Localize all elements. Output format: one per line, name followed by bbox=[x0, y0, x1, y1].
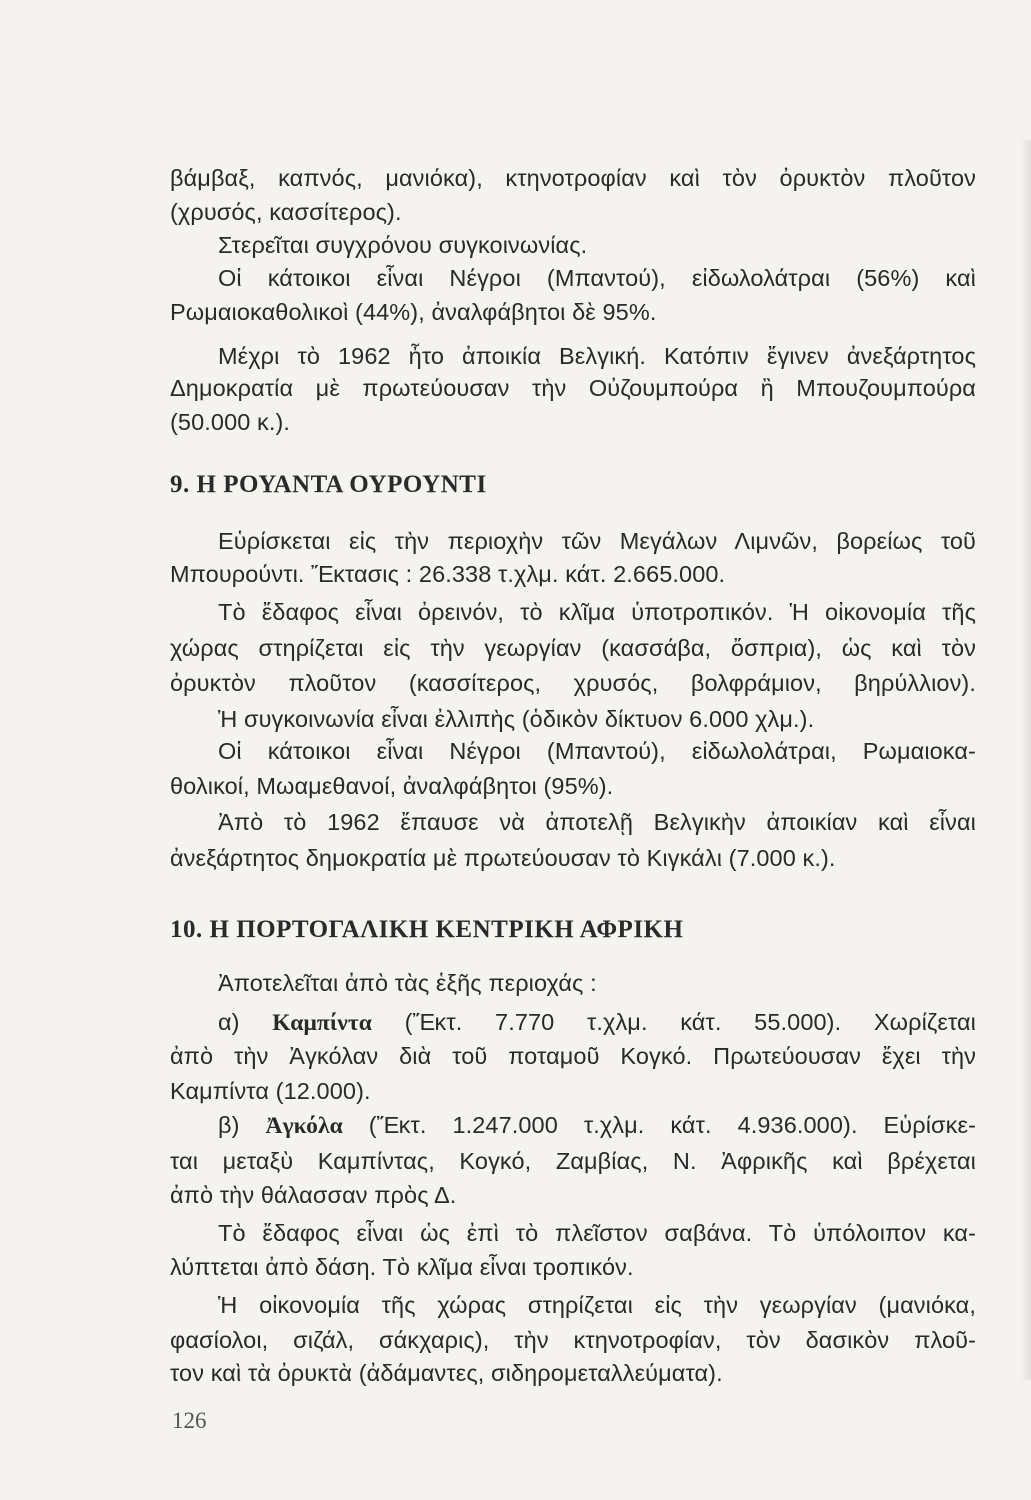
section-heading-10: 10. Η ΠΟΡΤΟΓΑΛΙΚΗ ΚΕΝΤΡΙΚΗ ΑΦΡΙΚΗ bbox=[170, 916, 684, 943]
text-line: ἀπὸ τὴν Ἀγκόλαν διὰ τοῦ ποταμοῦ Κογκό. Πρωτεύουσαν ἔχει τὴν bbox=[170, 1043, 976, 1069]
text-line: Ἡ συγκοινωνία εἶναι ἐλλιπὴς (ὁδικὸν δίκτυον 6.000 χλμ.). bbox=[218, 706, 815, 732]
region-name-kabinda: Καμπίντα bbox=[272, 1010, 372, 1036]
text-line: ἀνεξάρτητος δημοκρατία μὲ πρωτεύουσαν τὸ Κιγκάλι (7.000 κ.). bbox=[170, 845, 836, 871]
page-number: 126 bbox=[172, 1408, 207, 1433]
text-line: Οἱ κάτοικοι εἶναι Νέγροι (Μπαντού), εἰδωλολάτραι, Ρωμαιοκα- bbox=[218, 738, 976, 764]
text-line: Ἀπὸ τὸ 1962 ἔπαυσε νὰ ἀποτελῇ Βελγικὴν ἀποικίαν καὶ εἶναι bbox=[218, 809, 976, 835]
text-line: Ἀποτελεῖται ἀπὸ τὰς ἑξῆς περιοχάς : bbox=[218, 970, 597, 996]
text-line: τον καὶ τὰ ὀρυκτὰ (ἀδάμαντες, σιδηρομεταλλεύματα). bbox=[170, 1360, 723, 1386]
text-line: λύπτεται ἀπὸ δάση. Τὸ κλῖμα εἶναι τροπικόν. bbox=[170, 1254, 634, 1280]
text-line: Στερεῖται συγχρόνου συγκοινωνίας. bbox=[218, 232, 588, 258]
text-line: Μέχρι τὸ 1962 ἦτο ἀποικία Βελγική. Κατόπιν ἔγινεν ἀνεξάρτητος bbox=[218, 343, 976, 369]
text-line-angola bbox=[218, 1110, 976, 1141]
region-details: (Ἔκτ. 1.247.000 τ.χλμ. κάτ. 4.936.000). Εὑρίσκε- bbox=[342, 1112, 976, 1138]
list-marker: α) bbox=[218, 1009, 273, 1035]
section-heading-9: 9. Η ΡΟΥΑΝΤΑ ΟΥΡΟΥΝΤΙ bbox=[170, 471, 487, 498]
list-marker: β) bbox=[218, 1112, 266, 1138]
text-line: θολικοί, Μωαμεθανοί, ἀναλφάβητοι (95%). bbox=[170, 773, 614, 799]
text-line: Οἱ κάτοικοι εἶναι Νέγροι (Μπαντού), εἰδωλολάτραι (56%) καὶ bbox=[218, 265, 976, 291]
text-line: Ἡ οἰκονομία τῆς χώρας στηρίζεται εἰς τὴν γεωργίαν (μανιόκα, bbox=[218, 1292, 976, 1318]
text-line: (50.000 κ.). bbox=[170, 409, 291, 435]
text-line: Τὸ ἔδαφος εἶναι ὀρεινόν, τὸ κλῖμα ὑποτροπικόν. Ἡ οἰκονομία τῆς bbox=[218, 599, 976, 625]
region-name-angola: Ἀγκόλα bbox=[265, 1113, 343, 1139]
text-line-kabinda bbox=[218, 1007, 976, 1038]
text-line: Ρωμαιοκαθολικοὶ (44%), ἀναλφάβητοι δὲ 95%. bbox=[170, 299, 657, 325]
text-line: Δημοκρατία μὲ πρωτεύουσαν τὴν Οὐζουμπούρα ἢ Μπουζουμπούρα bbox=[170, 375, 976, 401]
text-line: ὀρυκτὸν πλοῦτον (κασσίτερος, χρυσός, βολφράμιον, βηρύλλιον). bbox=[170, 670, 976, 696]
text-line: ται μεταξὺ Καμπίντας, Κογκό, Ζαμβίας, Ν. Ἀφρικῆς καὶ βρέχεται bbox=[170, 1148, 976, 1174]
text-line: φασίολοι, σιζάλ, σάκχαρις), τὴν κτηνοτροφίαν, τὸν δασικὸν πλοῦ- bbox=[170, 1327, 976, 1353]
region-details: (Ἔκτ. 7.770 τ.χλμ. κάτ. 55.000). Χωρίζεται bbox=[371, 1009, 976, 1035]
text-line: βάμβαξ, καπνός, μανιόκα), κτηνοτροφίαν καὶ τὸν ὀρυκτὸν πλοῦτον bbox=[170, 165, 976, 191]
text-line: Εὑρίσκεται εἰς τὴν περιοχὴν τῶν Μεγάλων Λιμνῶν, βορείως τοῦ bbox=[218, 528, 976, 554]
text-line: (χρυσός, κασσίτερος). bbox=[170, 199, 402, 225]
text-line: Μπουρούντι. Ἔκτασις : 26.338 τ.χλμ. κάτ. 2.665.000. bbox=[170, 561, 726, 587]
text-line: Τὸ ἔδαφος εἶναι ὡς ἐπὶ τὸ πλεῖστον σαβάνα. Τὸ ὑπόλοιπον κα- bbox=[218, 1220, 976, 1246]
page-edge-shadow bbox=[1021, 140, 1031, 1380]
text-line: Καμπίντα (12.000). bbox=[170, 1078, 371, 1104]
text-line: ἀπὸ τὴν θάλασσαν πρὸς Δ. bbox=[170, 1182, 457, 1208]
text-line: χώρας στηρίζεται εἰς τὴν γεωργίαν (κασσάβα, ὄσπρια), ὡς καὶ τὸν bbox=[170, 635, 976, 661]
